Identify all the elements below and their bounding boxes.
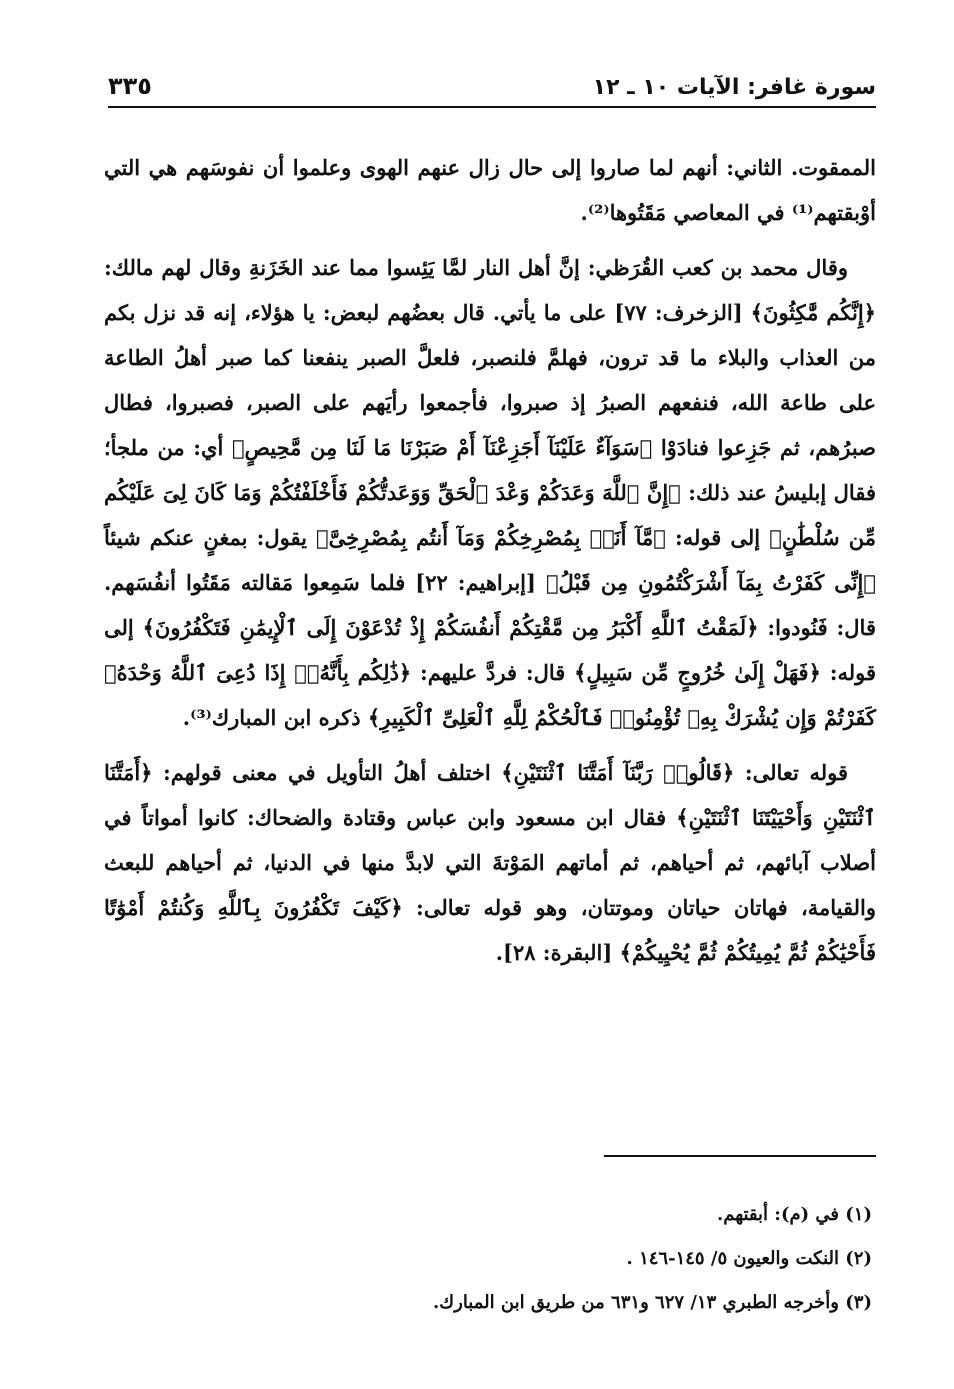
paragraph: قوله تعالى: ﴿قَالُوا۟ رَبَّنَآ أَمَتَّنَا ٱثْنَتَيْنِ﴾ اختلف أهلُ التأويل في معنى قولهم: ﴿أَمَتَّنَا ٱثْنَتَيْنِ وَأَحْيَيْتَنَا ٱثْنَتَيْنِ﴾ فقال ابن مسعود وابن عباس وقتادة والضحاك: كانوا أمواتاً في أصلاب آبائهم، ثم أحياهم، ثم أماتهم المَوْتةَ التي لابدَّ منها في الدنيا، ثم أحياهم للبعث والقيامة، فهاتان حياتان وموتتان، وهو قوله تعالى: ﴿كَيْفَ تَكْفُرُونَ بِٱللَّهِ وَكُنتُمْ أَمْوَٰتًا فَأَحْيَٰكُمْ ثُمَّ يُمِيتُكُمْ ثُمَّ يُحْيِيكُمْ﴾ [البقرة: ٢٨].: [104, 760, 876, 965]
footnote-divider: [604, 1155, 876, 1157]
page-number: ٣٣٥: [108, 72, 152, 100]
main-text: [104, 145, 876, 985]
page-header: [108, 64, 876, 108]
footnotes: [104, 1193, 872, 1325]
footnote: (٢) النكت والعيون ٥/ ١٤٥-١٤٦ .: [626, 1248, 872, 1269]
footnote: (١) في (م): أبقتهم.: [716, 1204, 872, 1225]
running-title: سورة غافر: الآيات ١٠ ـ ١٢: [592, 75, 876, 100]
paragraph: وقال محمد بن كعب القُرَظي: إنَّ أهل النار لمَّا يَئِسوا مما عند الخَزَنةِ وقال لهم مالك: ﴿إِنَّكُم مَّٰكِثُونَ﴾ [الزخرف: ٧٧] على ما يأتي. قال بعضُهم لبعض: يا هؤلاء، إنه قد نزل بكم من العذاب والبلاء ما قد ترون، فهلمَّ فلنصبر، فلعلَّ الصبر ينفعنا كما صبر أهلُ الطاعة على طاعة الله، فنفعهم الصبرُ إذ صبروا، فأجمعوا رأيَهم على الصبر، فصبروا، فطال صبرُهم، ثم جَزِعوا فنادَوْا ﴿سَوَآءٌ عَلَيْنَآ أَجَزِعْنَآ أَمْ صَبَرْنَا مَا لَنَا مِن مَّحِيصٍ﴾ أي: من ملجأ؛ فقال إبليسُ عند ذلك: ﴿إِنَّ ٱللَّهَ وَعَدَكُمْ وَعْدَ ٱلْحَقِّ وَوَعَدتُّكُمْ فَأَخْلَفْتُكُمْ وَمَا كَانَ لِىَ عَلَيْكُم مِّن سُلْطَٰنٍ﴾ إلى قوله: ﴿مَّآ أَنَا۠ بِمُصْرِخِكُمْ وَمَآ أَنتُم بِمُصْرِخِىَّ﴾ يقول: بمغنٍ عنكم شيئاً ﴿إِنِّى كَفَرْتُ بِمَآ أَشْرَكْتُمُونِ مِن قَبْلُ﴾ [إبراهيم: ٢٢] فلما سَمِعوا مَقالته مَقَتُوا أنفُسَهم. قال: فَنُودوا: ﴿لَمَقْتُ ٱللَّهِ أَكْبَرُ مِن مَّقْتِكُمْ أَنفُسَكُمْ إِذْ تُدْعَوْنَ إِلَى ٱلْإِيمَٰنِ فَتَكْفُرُونَ﴾ إلى قوله: ﴿فَهَلْ إِلَىٰ خُرُوجٍ مِّن سَبِيلٍ﴾ قال: فردَّ عليهم: ﴿ذَٰلِكُم بِأَنَّهُۥٓ إِذَا دُعِىَ ٱللَّهُ وَحْدَهُۥ كَفَرْتُمْ وَإِن يُشْرَكْ بِهِۦ تُؤْمِنُوا۟ فَٱلْحُكْمُ لِلَّهِ ٱلْعَلِىِّ ٱلْكَبِيرِ﴾ ذكره ابن المبارك⁽³⁾.: [104, 255, 876, 730]
paragraph: الممقوت. الثاني: أنهم لما صاروا إلى حال زال عنهم الهوى وعلموا أن نفوسَهم هي التي أوْبقتهم⁽¹⁾ في المعاصي مَقَتُوها⁽²⁾.: [104, 155, 876, 225]
footnote: (٣) وأخرجه الطبري ١٣/ ٦٢٧ و٦٣١ من طريق ابن المبارك.: [433, 1292, 872, 1313]
